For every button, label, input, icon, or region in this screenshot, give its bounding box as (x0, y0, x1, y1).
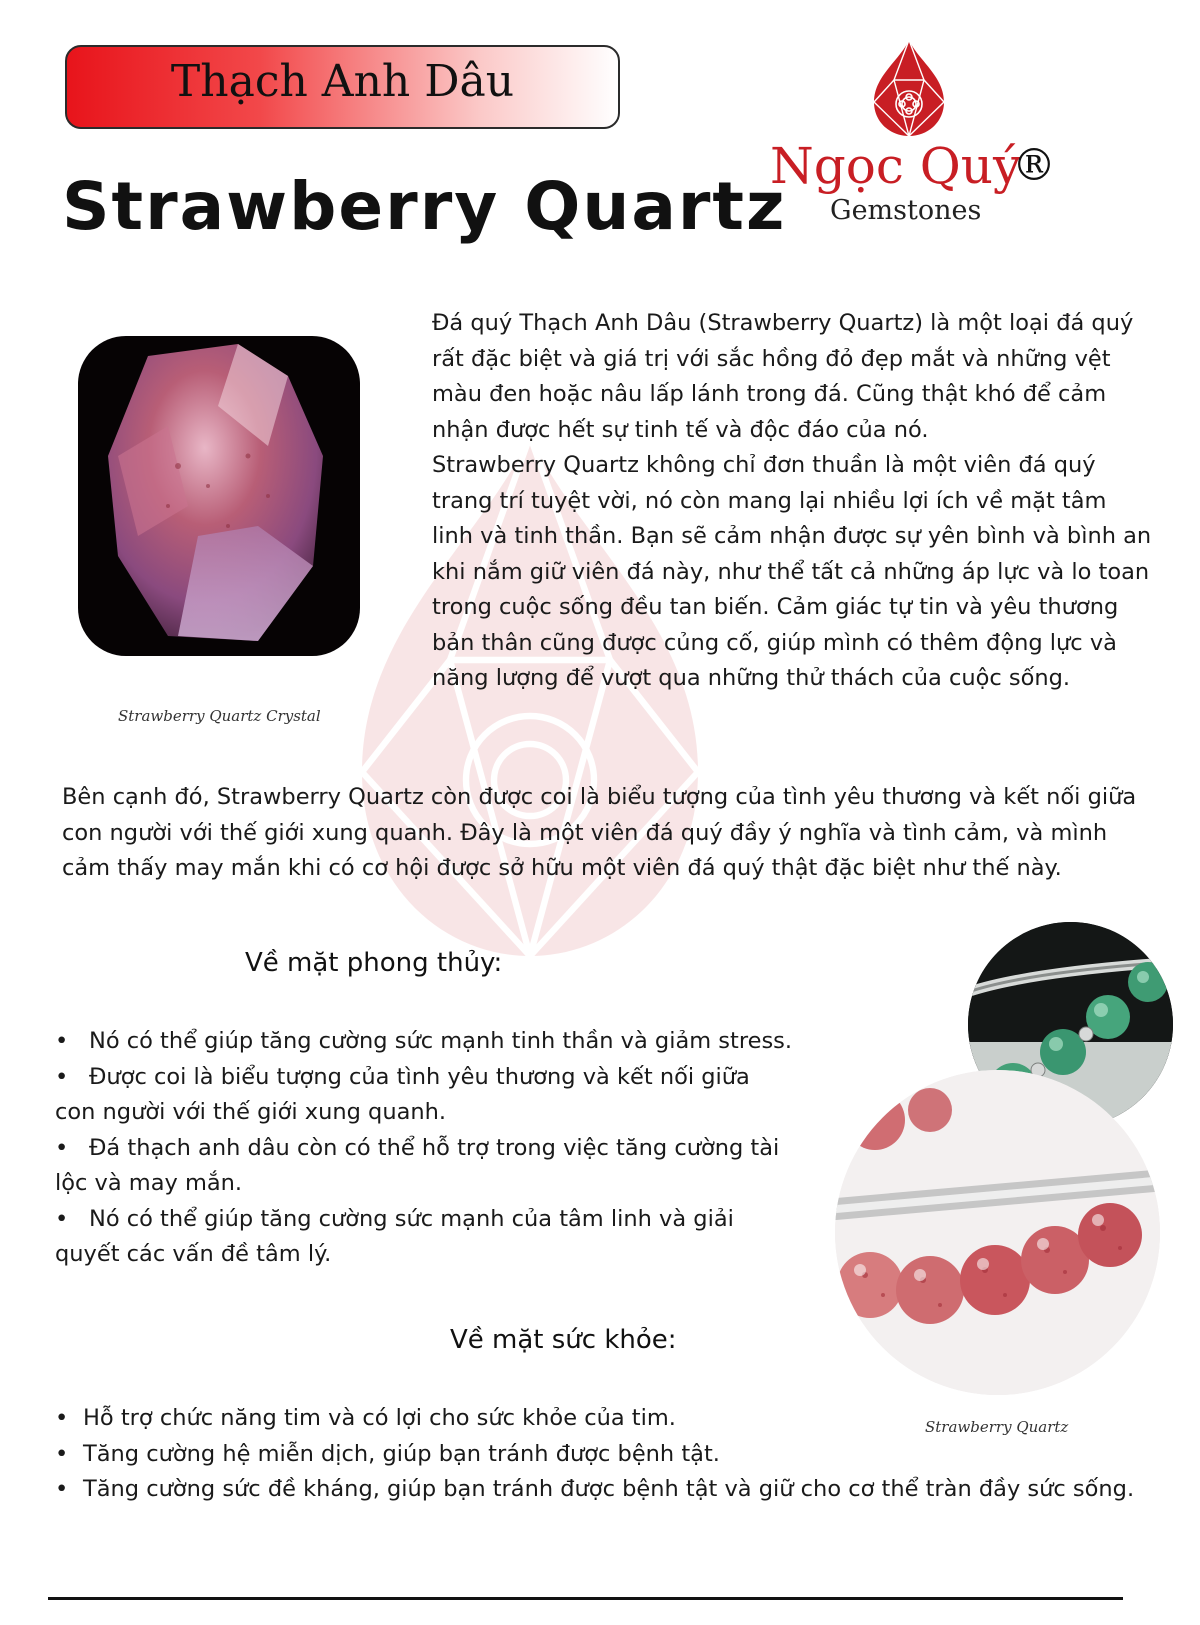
list-item-text: Tăng cường sức đề kháng, giúp bạn tránh được bệnh tật và giữ cho cơ thể tràn đầy sức sống. (83, 1476, 1135, 1502)
brand-tagline: Gemstones (830, 195, 982, 226)
list-item (55, 1472, 1135, 1508)
bullet: • (55, 1028, 69, 1054)
intro-paragraph-2: Strawberry Quartz không chỉ đơn thuần là một viên đá quý trang trí tuyệt vời, nó còn mang lại nhiều lợi ích về mặt tâm linh và tinh thần. Bạn sẽ cảm nhận được sự yên bình và bình an khi nắm giữ viên đá này, như thể tất cả những áp lực và lo toan trong cuộc sống đều tan biến. Cảm giác tự tin và yêu thương bản thân cũng được củng cố, giúp mình có thêm động lực và năng lượng để vượt qua những thử thách của cuộc sống. (432, 452, 1152, 691)
footer-divider (48, 1597, 1123, 1600)
intro-paragraph-1: Đá quý Thạch Anh Dâu (Strawberry Quartz) là một loại đá quý rất đặc biệt và giá trị với sắc hồng đỏ đẹp mắt và những vệt màu đen hoặc nâu lấp lánh trong đá. Cũng thật khó để cảm nhận được hết sự tinh tế và độc đáo của nó. (432, 310, 1134, 443)
list-item-text: Nó có thể giúp tăng cường sức mạnh tinh thần và giảm stress. (89, 1028, 793, 1054)
bullet: • (55, 1205, 69, 1232)
list-item (55, 1131, 795, 1202)
strawberry-bracelet-photo (835, 1070, 1160, 1395)
bullet: • (55, 1405, 69, 1431)
intro-text (432, 306, 1152, 697)
bracelet-caption: Strawberry Quartz (925, 1418, 1069, 1436)
crystal-caption: Strawberry Quartz Crystal (118, 707, 321, 725)
fengshui-list (55, 1024, 795, 1273)
list-item-text: Đá thạch anh dâu còn có thể hỗ trợ trong việc tăng cường tài lộc và may mắn. (55, 1134, 780, 1196)
strawberry-bracelet-image (835, 1070, 1160, 1395)
gemstone-drop-logo-icon (870, 38, 948, 138)
brand-name: Ngọc Quý (770, 137, 1022, 195)
list-item-text: Tăng cường hệ miễn dịch, giúp bạn tránh được bệnh tật. (83, 1440, 720, 1467)
bullet: • (55, 1063, 69, 1090)
health-list (55, 1401, 1135, 1508)
bullet: • (55, 1476, 69, 1502)
list-item (55, 1437, 1135, 1473)
symbolism-paragraph: Bên cạnh đó, Strawberry Quartz còn được coi là biểu tượng của tình yêu thương và kết nối giữa con người với thế giới xung quanh. Đây là một viên đá quý đầy ý nghĩa và tình cảm, và mình cảm thấy may mắn khi có cơ hội được sở hữu một viên đá quý thật đặc biệt như thế này. (62, 784, 1137, 881)
english-title: Strawberry Quartz (62, 168, 787, 245)
list-item-text: Hỗ trợ chức năng tim và có lợi cho sức khỏe của tim. (83, 1405, 676, 1431)
list-item-text: Nó có thể giúp tăng cường sức mạnh của tâm linh và giải quyết các vấn đề tâm lý. (55, 1205, 734, 1267)
list-item-text: Được coi là biểu tượng của tình yêu thương và kết nối giữa con người với thế giới xung quanh. (55, 1063, 750, 1125)
list-item (55, 1024, 795, 1060)
crystal-photo (78, 336, 360, 656)
health-heading: Về mặt sức khỏe: (450, 1325, 677, 1355)
bullet: • (55, 1440, 69, 1467)
vietnamese-title: Thạch Anh Dâu (170, 56, 515, 107)
crystal-image (78, 336, 360, 656)
list-item (55, 1202, 795, 1273)
list-item (55, 1060, 795, 1131)
bullet: • (55, 1134, 69, 1161)
registered-mark: ® (1012, 140, 1056, 191)
fengshui-heading: Về mặt phong thủy: (245, 948, 503, 978)
